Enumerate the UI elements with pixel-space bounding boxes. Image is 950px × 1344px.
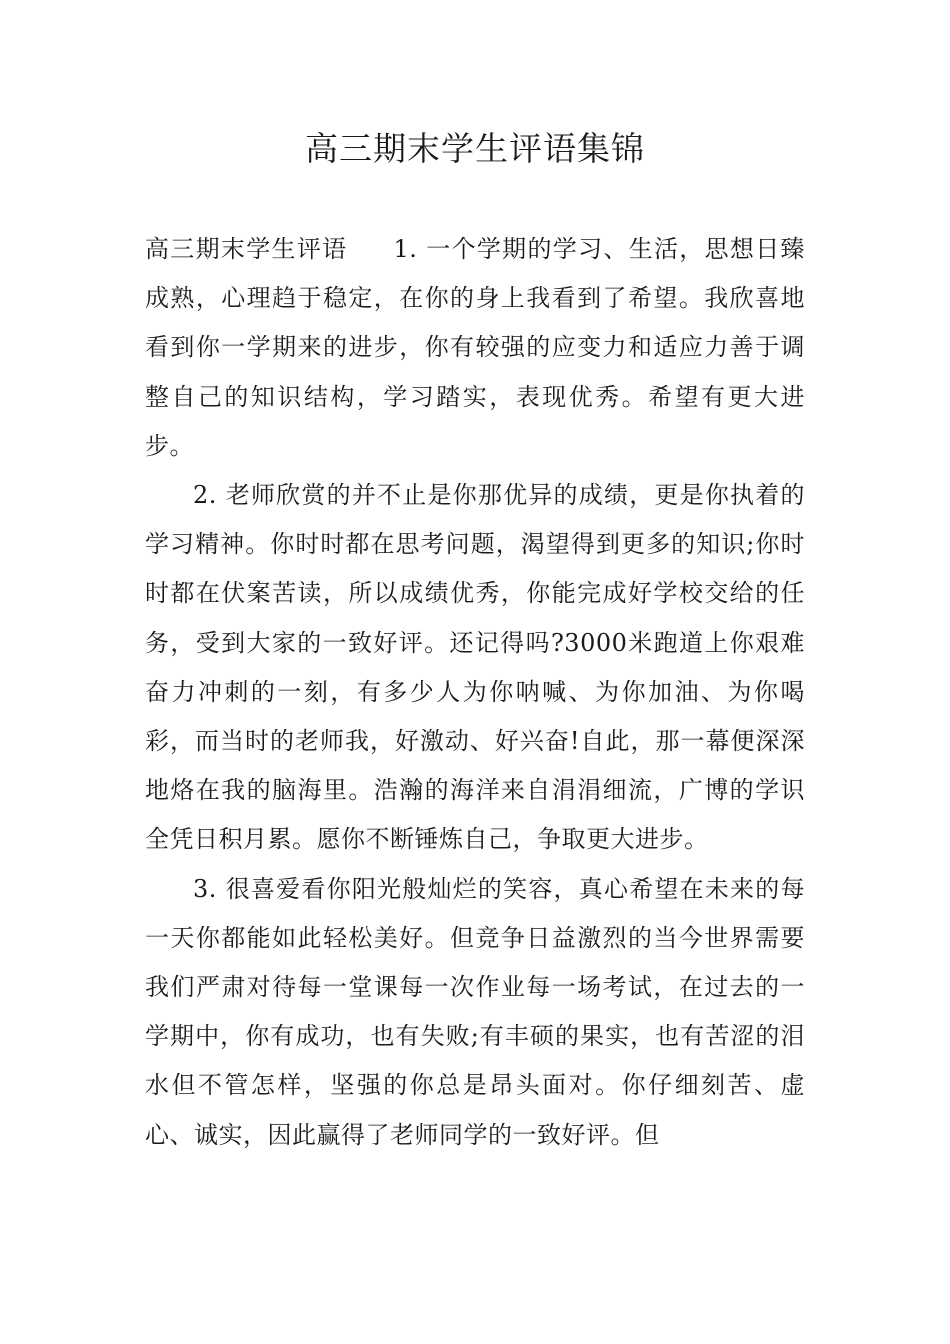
comment-paragraph-2: 2. 老师欣赏的并不止是你那优异的成绩，更是你执着的学习精神。你时时都在思考问题，渴望得到更多的知识;你时时都在伏案苦读，所以成绩优秀，你能完成好学校交给的任务，受到大家的一致好评。还记得吗?3000米跑道上你艰难奋力冲刺的一刻，有多少人为你呐喊、为你加油、为你喝彩，而当时的老师我，好激动、好兴奋!自此，那一幕便深深地烙在我的脑海里。浩瀚的海洋来自涓涓细流，广博的学识全凭日积月累。愿你不断锤炼自己，争取更大进步。 [145, 481, 805, 854]
comment-paragraph-3: 3. 很喜爱看你阳光般灿烂的笑容，真心希望在未来的每一天你都能如此轻松美好。但竞争日益激烈的当今世界需要我们严肃对待每一堂课每一次作业每一场考试，在过去的一学期中，你有成功，也有失败;有丰硕的果实，也有苦涩的泪水但不管怎样，坚强的你总是昂头面对。你仔细刻苦、虚心、诚实，因此赢得了老师同学的一致好评。但 [145, 874, 805, 1149]
intro-label: 高三期末学生评语 [145, 235, 348, 263]
comment-paragraph-1 [145, 225, 805, 471]
document-title: 高三期末学生评语集锦 [305, 129, 645, 168]
comment-text-1: 1. 一个学期的学习、生活，思想日臻成熟，心理趋于稳定，在你的身上我看到了希望。我欣喜地看到你一学期来的进步，你有较强的应变力和适应力善于调整自己的知识结构，学习踏实，表现优秀。希望有更大进步。 [145, 235, 806, 460]
document-body [145, 225, 805, 1160]
